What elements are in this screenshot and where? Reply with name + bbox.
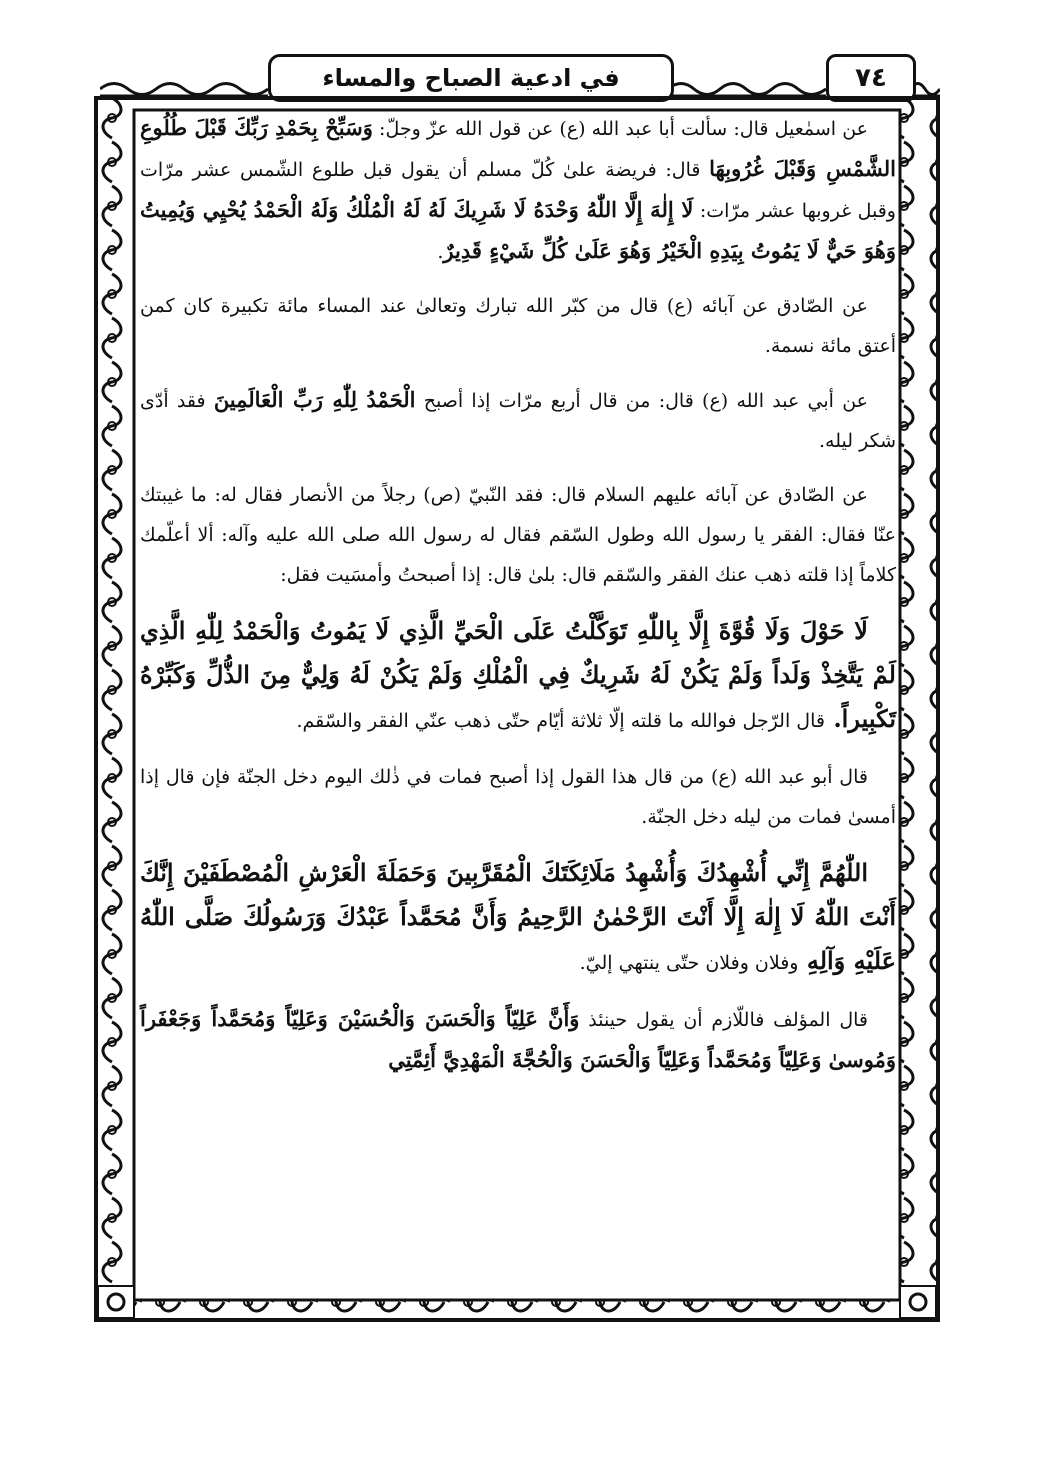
prayer-1-tail: قال الرّجل فوالله ما قلته إلّا ثلاثة أيّام حتّى ذهب عنّي الفقر والسّقم. — [296, 710, 825, 732]
running-title: في ادعية الصباح والمساء — [268, 54, 674, 102]
paragraph-3 — [140, 380, 896, 461]
page-number: ٧٤ — [826, 54, 916, 102]
paragraph-1-text: عن اسمٰعيل قال: سألت أبا عبد الله (ع) عن قول الله عزّ وجلّ: — [379, 118, 869, 140]
paragraph-6-text: قال المؤلف فاللّازم أن يقول حينئذ — [588, 1009, 868, 1031]
paragraph-4-text: عن الصّادق عن آبائه عليهم السلام قال: فقد النّبيّ (ص) رجلاً من الأنصار فقال له: ما غيبتك عنّا فقال: الفقر يا رسول الله وطول السّقم فقال له رسول الله صلى الله عليه وآله: ألا أعلّمك كلاماً إذا قلته ذهب عنك الفقر والسّقم قال: بلىٰ قال: إذا أصبحتُ وأمسَيت فقل: — [140, 484, 896, 586]
prayer-2 — [140, 851, 896, 985]
paragraph-3-text-2: فقد أدّى شكر ليله. — [140, 390, 896, 452]
tahlil-quote: لَا إِلٰهَ إِلَّا اللّٰهُ وَحْدَهُ لَا شَرِيكَ لَهُ لَهُ الْمُلْكُ وَلَهُ الْحَمْدُ يُحْيِي وَيُمِيتُ وَهُوَ حَيٌّ لَا يَمُوتُ بِيَدِهِ الْخَيْرُ وَهُوَ عَلَىٰ كُلِّ شَيْءٍ قَدِيرٌ — [140, 197, 896, 263]
prayer-1 — [140, 609, 896, 743]
prayer-2-text: اللّٰهُمَّ إِنِّي أُشْهِدُكَ وَأُشْهِدُ مَلَائِكَتَكَ الْمُقَرَّبِينَ وَحَمَلَةَ الْعَرْشِ الْمُصْطَفَيْنَ إِنَّكَ أَنْتَ اللّٰهُ لَا إِلٰهَ إِلَّا أَنْتَ الرَّحْمٰنُ الرَّحِيمُ وَأَنَّ مُحَمَّداً عَبْدُكَ وَرَسُولُكَ صَلَّى اللّٰهُ عَلَيْهِ وَآلِهِ — [140, 858, 896, 975]
page-body — [140, 108, 896, 1298]
paragraph-1-end: . — [437, 241, 444, 263]
paragraph-3-text: عن أبي عبد الله (ع) قال: من قال أربع مرّات إذا أصبح — [423, 390, 868, 412]
paragraph-1 — [140, 108, 896, 272]
paragraph-2 — [140, 286, 896, 366]
paragraph-2-text: عن الصّادق عن آبائه (ع) قال من كبّر الله تبارك وتعالىٰ عند المساء مائة تكبيرة كان كمن أعتق مائة نسمة. — [140, 295, 896, 357]
paragraph-6 — [140, 999, 896, 1081]
paragraph-5 — [140, 757, 896, 837]
paragraph-1-text-2: قال: فريضة علىٰ كُلّ مسلم أن يقول قبل طلوع الشّمس عشر مرّات وقبل غروبها عشر مرّات: — [140, 159, 896, 222]
page-header — [0, 0, 1040, 110]
hamd-quote: الْحَمْدُ لِلّٰهِ رَبِّ الْعَالَمِينَ — [213, 387, 416, 412]
paragraph-4 — [140, 475, 896, 595]
quran-quote: وَسَبِّحْ بِحَمْدِ رَبِّكَ قَبْلَ طُلُوعِ الشَّمْسِ وَقَبْلَ غُرُوبِهَا — [140, 115, 896, 181]
prayer-2-tail: وفلان وفلان حتّى ينتهي إليّ. — [579, 952, 799, 974]
prayer-1-text: لَا حَوْلَ وَلَا قُوَّةَ إِلَّا بِاللّٰهِ تَوَكَّلْتُ عَلَى الْحَيِّ الَّذِي لَا يَمُوتُ وَالْحَمْدُ لِلّٰهِ الَّذِي لَمْ يَتَّخِذْ وَلَداً وَلَمْ يَكُنْ لَهُ شَرِيكٌ فِي الْمُلْكِ وَلَمْ يَكُنْ لَهُ وَلِيٌّ مِنَ الذُّلِّ وَكَبِّرْهُ تَكْبِيراً. — [140, 616, 896, 733]
paragraph-5-text: قال أبو عبد الله (ع) من قال هذا القول إذا أصبح فمات في ذٰلك اليوم دخل الجنّة فإن قال إذا أمسىٰ فمات من ليله دخل الجنّة. — [140, 766, 896, 828]
imams-quote: وَأَنَّ عَلِيّاً وَالْحَسَنَ وَالْحُسَيْنَ وَعَلِيّاً وَمُحَمَّداً وَجَعْفَراً وَمُوسىٰ وَعَلِيّاً وَمُحَمَّداً وَعَلِيّاً وَالْحَسَنَ وَالْحُجَّةَ الْمَهْدِيَّ أَئِمَّتِي — [140, 1006, 896, 1072]
